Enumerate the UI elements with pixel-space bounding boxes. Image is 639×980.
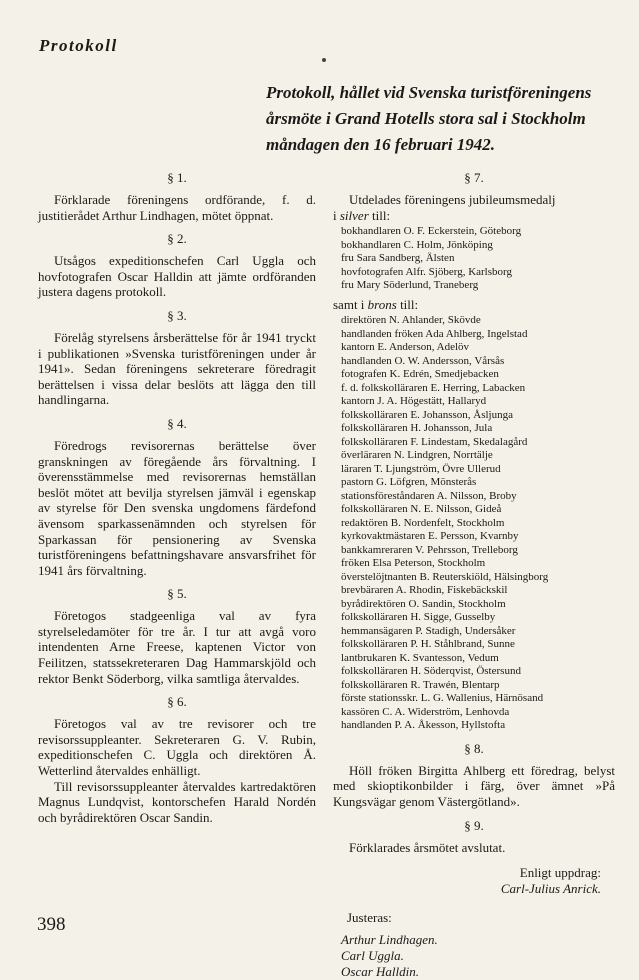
recipient-entry: bankkamreraren V. Pehrsson, Trelleborg (341, 543, 518, 556)
recipient-entry: bokhandlaren C. Holm, Jönköping (341, 238, 493, 251)
recipient-entry: folkskolläraren H. Sigge, Gusselby (341, 611, 496, 624)
section-text: Föredrogs revisorernas berättelse över granskningen av föregående års förvaltning. I överensstämmelse med revisorernas hemställan beslöt mötet att bevilja styrelsen jämväl i egenskap av styrelse för Den svenska ungdomens färdefond ävensom sparkassenämnden och styrelsen för Sparkassan för pensionering av Svenska turistföreningens befattningshavare ansvarsfrihet för 1941 års förvaltning. (38, 437, 316, 578)
recipient-entry: kyrkovaktmästaren E. Persson, Kvarnby (341, 530, 519, 543)
medal-type: brons (367, 296, 397, 312)
headline-line: Protokoll, hållet vid Svenska turistföreningens (266, 83, 592, 102)
justeras-label: Justeras: (347, 910, 392, 926)
recipient-entry: folkskolläraren H. Söderqvist, Östersund (341, 665, 521, 678)
recipient-entry: fotografen K. Edrén, Smedjebacken (341, 368, 499, 381)
section-text (333, 297, 615, 313)
recipient-entry: f. d. folkskolläraren E. Herring, Labacken (341, 381, 526, 394)
silver-recipient-list (341, 225, 615, 293)
recipient-entry: fru Sara Sandberg, Älsten (341, 252, 455, 265)
right-column (333, 170, 615, 980)
section-number: § 2. (167, 231, 187, 247)
justerare-name: Carl Uggla. (341, 948, 404, 964)
recipient-entry: handlanden P. A. Åkesson, Hyllstofta (341, 719, 506, 732)
recipient-entry: handlanden fröken Ada Ahlberg, Ingelstad (341, 327, 528, 340)
section-number: § 4. (167, 415, 187, 431)
section-number: § 5. (167, 586, 187, 602)
recipient-entry: fröken Elsa Peterson, Stockholm (341, 557, 486, 570)
recipient-entry: stationsföreståndaren A. Nilsson, Broby (341, 489, 517, 502)
signer-name: Carl-Julius Anrick. (500, 880, 601, 896)
medal-intro: samt i (333, 296, 368, 312)
section-text: Förklarades årsmötet avslutat. (349, 839, 506, 855)
section-number: § 7. (464, 170, 484, 185)
section-number: § 3. (167, 307, 187, 323)
section-text: Företogos val av tre revisorer och tre revisorssuppleanter. Sekreteraren G. V. Rubin, expeditionschefen C. Uggla och direktören Å. Wetterlind återvaldes enhälligt. (38, 716, 316, 779)
recipient-entry: folkskolläraren F. Lindestam, Skedalagård (341, 435, 528, 448)
justerare-name: Oscar Halldin. (341, 964, 419, 980)
recipient-entry: brevbäraren A. Rhodin, Fiskebäckskil (341, 584, 508, 597)
recipient-entry: överläraren N. Lindgren, Norrtälje (341, 449, 493, 462)
section-text: Förklarade föreningens ordförande, f. d. justitierådet Arthur Lindhagen, mötet öppnat. (38, 192, 316, 223)
recipient-entry: fru Mary Söderlund, Traneberg (341, 279, 479, 292)
section-number: § 6. (167, 694, 187, 710)
recipient-entry: folkskolläraren N. E. Nilsson, Gideå (341, 503, 502, 516)
recipient-entry: läraren T. Ljungström, Övre Ullerud (341, 462, 501, 475)
headline-line: årsmöte i Grand Hotells stora sal i Stockholm (266, 109, 586, 128)
section-text: Till revisorssuppleanter återvaldes kartredaktören Magnus Lundqvist, kontorschefen Harald Nordén och byrådirektören Oscar Sandin. (38, 778, 316, 825)
headline-line: måndagen den 16 februari 1942. (266, 135, 496, 154)
section-text: Företogos stadgeenliga val av fyra styrelseledamöter för tre år. I tur att avgå voro intendenten Arne Freese, kaptenen Victor von Feilitzen, statssekreteraren Dag Hammarskjöld och rektor Benkt Söderborg, vilka samtliga återvaldes. (38, 608, 316, 686)
page-number: 398 (37, 914, 66, 935)
recipient-entry: kantorn E. Anderson, Adelöv (341, 341, 470, 354)
recipient-entry: hovfotografen Alfr. Sjöberg, Karlsborg (341, 265, 512, 278)
recipient-entry: redaktören B. Nordenfelt, Stockholm (341, 516, 505, 529)
medal-type: silver (339, 207, 369, 223)
section-text: Utsågos expeditionschefen Carl Uggla och hovfotografen Oscar Halldin att jämte ordföranden justera dagens protokoll. (38, 253, 316, 300)
print-speck (322, 58, 326, 62)
recipient-entry: direktören N. Ahlander, Skövde (341, 314, 481, 327)
protocol-headline (266, 80, 626, 158)
section-number: § 9. (464, 817, 484, 833)
bronze-recipient-list (341, 314, 615, 733)
recipient-entry: lantbrukaren K. Svantesson, Vedum (341, 651, 499, 664)
section-text: Höll fröken Birgitta Ahlberg ett föredrag, belyst med skioptikonbilder i färg, över ämnet »På Kungsvägar genom Västergötland». (333, 762, 615, 809)
medal-intro: till: (368, 207, 391, 223)
running-head: Protokoll (39, 36, 118, 55)
recipient-entry: folkskolläraren E. Johansson, Åsljunga (341, 408, 513, 421)
recipient-entry: förste stationsskr. L. G. Wallenius, Härnösand (341, 692, 544, 705)
recipient-entry: hemmansägaren P. Stadigh, Undersåker (341, 624, 516, 637)
recipient-entry: handlanden O. W. Andersson, Vårsås (341, 354, 505, 367)
recipient-entry: pastorn G. Löfgren, Mönsterås (341, 476, 477, 489)
medal-intro: till: (396, 296, 419, 312)
section-number: § 1. (167, 170, 187, 185)
left-column (38, 170, 316, 825)
medal-intro: Utdelades föreningens jubileumsmedalj (349, 192, 556, 207)
recipient-entry: kantorn J. A. Högestätt, Hallaryd (341, 395, 487, 408)
recipient-entry: bokhandlaren O. F. Eckerstein, Göteborg (341, 225, 522, 238)
medal-intro: i (333, 207, 340, 223)
section-text: Förelåg styrelsens årsberättelse för år 1941 tryckt i publikationen »Svenska turistföreningen under år 1941». Sedan föreningens sekreterare föredragit berättelsen i vissa delar beslöts att lägga den till handlingarna. (38, 329, 316, 408)
recipient-entry: folkskolläraren R. Trawén, Blentarp (341, 678, 500, 691)
recipient-entry: överstelöjtnanten B. Reuterskiöld, Hälsingborg (341, 570, 549, 583)
justerare-name: Arthur Lindhagen. (341, 932, 438, 948)
sign-off: Enligt uppdrag: (519, 865, 601, 881)
recipient-entry: folkskolläraren H. Johansson, Jula (341, 422, 493, 435)
recipient-entry: kassören C. A. Widerström, Lenhovda (341, 705, 510, 718)
section-text (333, 192, 615, 223)
recipient-entry: folkskolläraren P. H. Ståhlbrand, Sunne (341, 638, 515, 651)
section-number: § 8. (464, 740, 484, 756)
justerare-list (341, 932, 615, 980)
recipient-entry: byrådirektören O. Sandin, Stockholm (341, 597, 506, 610)
